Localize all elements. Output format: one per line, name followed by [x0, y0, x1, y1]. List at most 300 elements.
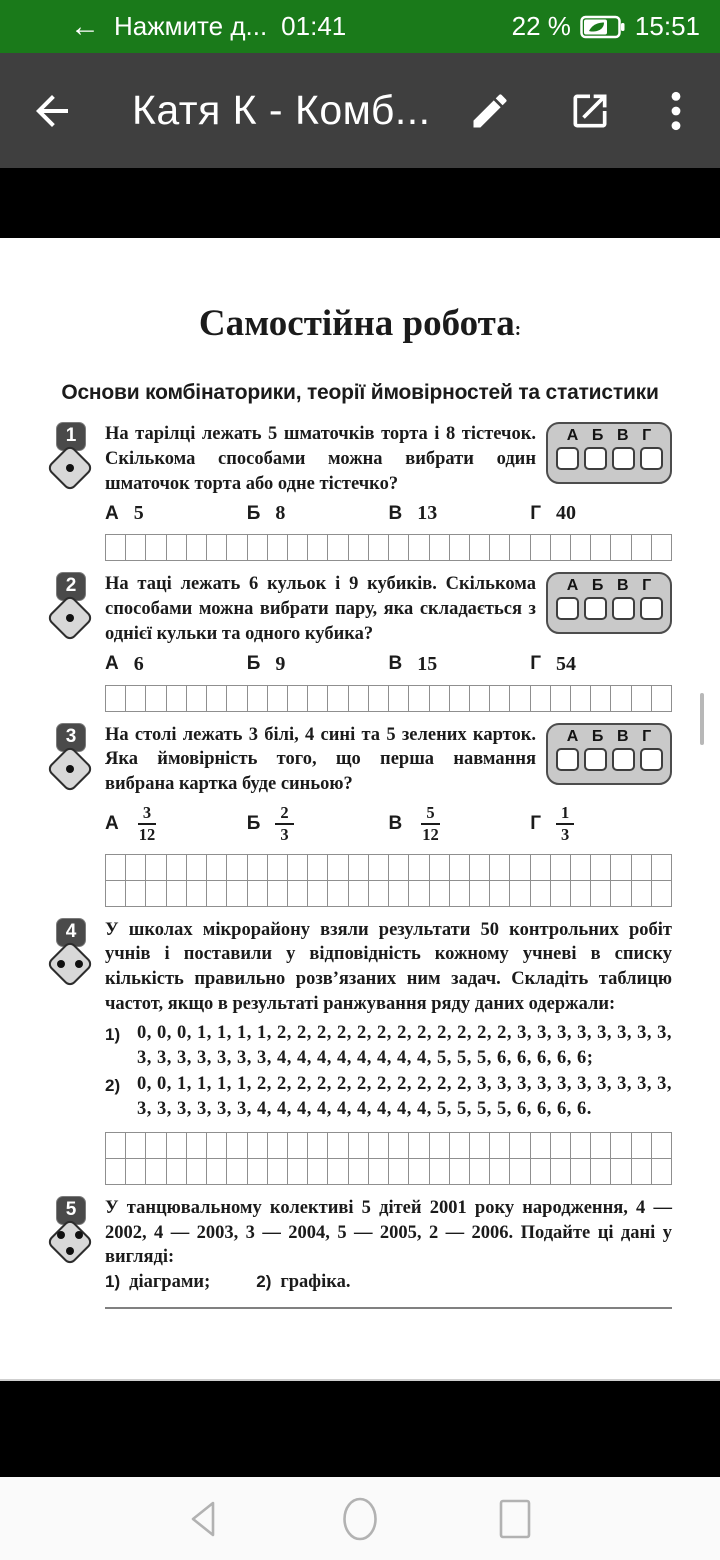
- answer-grid-cell: [348, 1132, 369, 1159]
- answer-grid-cell: [145, 854, 166, 881]
- answer-panel-box: [556, 447, 579, 470]
- answer-grid-cell: [449, 1132, 470, 1159]
- answer-grid-cell: [570, 1132, 591, 1159]
- choice-option: [530, 653, 672, 676]
- problem-number-badge: 5: [56, 1196, 86, 1225]
- divider-line: [105, 1307, 672, 1309]
- choice-label: В: [388, 653, 403, 675]
- choice-label: В: [388, 812, 403, 834]
- answer-grid-cell: [307, 854, 328, 881]
- answer-grid-cell: [145, 880, 166, 907]
- answer-grid: [105, 854, 672, 907]
- answer-grid-cell: [145, 1132, 166, 1159]
- answer-grid-cell: [186, 534, 207, 561]
- answer-grid-cell: [327, 1158, 348, 1185]
- status-bar: [0, 0, 720, 53]
- data-line: [105, 1021, 672, 1072]
- answer-grid-cell: [105, 1132, 126, 1159]
- problem-icons: [44, 723, 105, 907]
- answer-grid-cell: [247, 685, 268, 712]
- problem-icons: [44, 918, 105, 1185]
- answer-grid-cell: [186, 685, 207, 712]
- answer-grid-cell: [509, 1158, 530, 1185]
- page-subtitle: Основи комбінаторики, теорії ймовірностей та статистики: [61, 381, 659, 404]
- data-line-label: 2): [105, 1075, 121, 1095]
- answer-grid-cell: [530, 1132, 551, 1159]
- answer-grid-cell: [388, 685, 409, 712]
- answer-panel-box: [640, 447, 663, 470]
- answer-panel-letter: А: [566, 727, 579, 745]
- answer-grid-cell: [489, 1132, 510, 1159]
- problem-icons: [44, 1196, 105, 1309]
- choice-option: [389, 653, 531, 676]
- answer-grid-cell: [125, 534, 146, 561]
- answer-grid-cell: [105, 1158, 126, 1185]
- answer-grid-cell: [105, 685, 126, 712]
- answer-grid-cell: [590, 1158, 611, 1185]
- answer-grid-cell: [226, 854, 247, 881]
- choice-fraction: $\frac{5}{12}$: [422, 803, 439, 844]
- answer-grid-cell: [570, 854, 591, 881]
- answer-grid-cell: [166, 685, 187, 712]
- answer-grid-cell: [631, 1158, 652, 1185]
- dice-icon: [44, 938, 96, 990]
- answer-panel-boxes: [548, 748, 670, 771]
- problem: [44, 918, 672, 1185]
- answer-panel-box: [584, 597, 607, 620]
- answer-grid-cell: [388, 854, 409, 881]
- answer-grid-cell: [307, 1132, 328, 1159]
- choice-label: Б: [246, 812, 261, 834]
- answer-grid-cell: [408, 880, 429, 907]
- answer-grid-cell: [368, 685, 389, 712]
- answer-grid-cell: [429, 880, 450, 907]
- answer-grid-cell: [631, 1132, 652, 1159]
- answer-grid-cell: [408, 1132, 429, 1159]
- answer-grid-cell: [125, 1132, 146, 1159]
- answer-grid-cell: [429, 854, 450, 881]
- answer-grid-cell: [408, 685, 429, 712]
- answer-grid-cell: [590, 1132, 611, 1159]
- answer-panel-box: [612, 447, 635, 470]
- choice-label: А: [105, 812, 119, 834]
- answer-grid-cell: [550, 534, 571, 561]
- answer-grid-row: [105, 1158, 672, 1185]
- answer-grid: [105, 685, 672, 712]
- answer-grid-cell: [287, 1158, 308, 1185]
- answer-grid-cell: [145, 685, 166, 712]
- answer-grid-cell: [388, 1158, 409, 1185]
- answer-grid-cell: [247, 1132, 268, 1159]
- answer-grid-cell: [449, 1158, 470, 1185]
- problem-icons: [44, 572, 105, 711]
- answer-grid-cell: [307, 1158, 328, 1185]
- answer-grid-cell: [186, 854, 207, 881]
- data-lines: [105, 1021, 672, 1123]
- choice-option: [247, 653, 389, 676]
- answer-panel: [546, 572, 672, 634]
- choice-option: [389, 502, 531, 525]
- answer-grid-cell: [307, 880, 328, 907]
- choice-label: Б: [246, 653, 261, 675]
- dice-dot: [66, 1247, 74, 1255]
- answer-grid-cell: [489, 1158, 510, 1185]
- answer-grid-cell: [570, 685, 591, 712]
- choice-fraction: $\frac{3}{12}$: [138, 803, 156, 844]
- answer-grid-cell: [610, 1158, 631, 1185]
- answer-grid-cell: [530, 534, 551, 561]
- answer-grid-cell: [348, 880, 369, 907]
- answer-panel-box: [556, 748, 579, 771]
- answer-panel: [546, 723, 672, 785]
- answer-grid-row: [105, 1132, 672, 1159]
- answer-grid-cell: [105, 854, 126, 881]
- answer-grid-cell: [429, 1158, 450, 1185]
- answer-grid-cell: [610, 1132, 631, 1159]
- answer-panel-header: [548, 728, 670, 746]
- answer-grid-cell: [590, 880, 611, 907]
- choice-label: Г: [530, 502, 542, 524]
- answer-grid-cell: [287, 880, 308, 907]
- answer-grid-cell: [368, 1158, 389, 1185]
- answer-grid-cell: [166, 1158, 187, 1185]
- answer-grid-cell: [449, 880, 470, 907]
- answer-panel-header: [548, 577, 670, 595]
- answer-grid-cell: [388, 534, 409, 561]
- choice-label: А: [105, 653, 119, 675]
- answer-grid-cell: [408, 1158, 429, 1185]
- answer-grid-cell: [247, 854, 268, 881]
- answer-grid-cell: [287, 854, 308, 881]
- answer-grid-cell: [550, 1158, 571, 1185]
- problem-text: На тарілці лежать 5 шматочків торта і 8 тістечок. Скількома способами можна вибрати один шматочок торта або одне тістечко?: [105, 424, 536, 494]
- answer-grid-cell: [651, 1132, 672, 1159]
- data-line-values: 0, 0, 0, 1, 1, 1, 1, 2, 2, 2, 2, 2, 2, 2, 2, 2, 2, 2, 2, 3, 3, 3, 3, 3, 3, 3, 3, 3, 3, 3, 3, 3, 3, 3, 4, 4, 4, 4, 4, 4, 4, 4, 5, 5, 5, 6, 6, 6, 6, 6;: [137, 1022, 672, 1069]
- answer-panel-letter: Г: [642, 727, 652, 745]
- choice-value: 15: [417, 652, 438, 675]
- answer-panel-box: [584, 748, 607, 771]
- answer-panel-letter: А: [566, 577, 579, 595]
- answer-panel-boxes: [548, 597, 670, 620]
- nav-back-button[interactable]: [182, 1496, 228, 1542]
- answer-grid-cell: [388, 1132, 409, 1159]
- choice-label: Г: [530, 653, 542, 675]
- answer-grid-cell: [348, 1158, 369, 1185]
- answer-grid-cell: [166, 1132, 187, 1159]
- answer-panel-letter: Г: [642, 577, 652, 595]
- answer-grid-cell: [368, 880, 389, 907]
- answer-grid-cell: [206, 534, 227, 561]
- open-in-new-button[interactable]: [568, 89, 612, 133]
- answer-grid-cell: [267, 685, 288, 712]
- answer-grid-cell: [287, 534, 308, 561]
- answer-grid-cell: [166, 854, 187, 881]
- answer-grid-cell: [631, 854, 652, 881]
- answer-grid-cell: [226, 1132, 247, 1159]
- answer-grid-cell: [530, 1158, 551, 1185]
- answer-grid-cell: [206, 854, 227, 881]
- answer-grid-cell: [570, 880, 591, 907]
- document-title-text: Катя К - Комб...: [132, 87, 431, 133]
- answer-grid-cell: [570, 1158, 591, 1185]
- dice-dot: [66, 765, 74, 773]
- problem-text: На таці лежать 6 кульок і 9 кубиків. Скількома способами можна вибрати пару, яка складається з однієї кульки та одного кубика?: [105, 574, 536, 644]
- document-page[interactable]: [0, 238, 720, 1381]
- answer-grid-cell: [186, 880, 207, 907]
- answer-grid-cell: [469, 1132, 490, 1159]
- answer-grid-cell: [348, 534, 369, 561]
- answer-grid-cell: [206, 1158, 227, 1185]
- answer-grid-cell: [489, 854, 510, 881]
- sub-item-label: 1): [105, 1272, 121, 1292]
- answer-grid-cell: [247, 880, 268, 907]
- answer-grid-cell: [408, 854, 429, 881]
- answer-grid-cell: [530, 854, 551, 881]
- answer-grid-cell: [307, 534, 328, 561]
- answer-grid-row: [105, 534, 672, 561]
- answer-grid-cell: [509, 880, 530, 907]
- choices-row: [105, 502, 672, 525]
- answer-grid-cell: [368, 534, 389, 561]
- problem: [44, 422, 672, 561]
- choice-option: [105, 803, 247, 845]
- choices-row: [105, 653, 672, 676]
- answer-grid-cell: [145, 1158, 166, 1185]
- answer-grid-cell: [449, 534, 470, 561]
- answer-grid-cell: [125, 854, 146, 881]
- answer-grid-cell: [186, 1158, 207, 1185]
- answer-grid-cell: [509, 534, 530, 561]
- answer-grid-cell: [105, 880, 126, 907]
- answer-grid-cell: [186, 1132, 207, 1159]
- app-toolbar: [0, 53, 720, 168]
- answer-panel-box: [612, 597, 635, 620]
- answer-panel-box: [612, 748, 635, 771]
- choice-option: [105, 653, 247, 676]
- scrollbar-thumb[interactable]: [700, 693, 704, 745]
- overflow-menu-button[interactable]: [668, 89, 684, 133]
- answer-grid-cell: [247, 1158, 268, 1185]
- answer-grid: [105, 1132, 672, 1185]
- answer-panel-letter: Г: [642, 427, 652, 444]
- answer-grid-cell: [226, 1158, 247, 1185]
- answer-grid-cell: [206, 685, 227, 712]
- answer-grid-cell: [368, 854, 389, 881]
- answer-grid-cell: [206, 880, 227, 907]
- answer-grid-cell: [206, 1132, 227, 1159]
- answer-grid-cell: [267, 1132, 288, 1159]
- nav-home-button[interactable]: [337, 1496, 383, 1542]
- answer-grid-cell: [125, 880, 146, 907]
- answer-grid-cell: [631, 685, 652, 712]
- answer-grid-cell: [469, 1158, 490, 1185]
- answer-grid-cell: [550, 854, 571, 881]
- answer-grid-cell: [651, 880, 672, 907]
- dice-dot: [75, 960, 83, 968]
- choice-option: [389, 803, 531, 845]
- answer-grid-cell: [631, 534, 652, 561]
- answer-panel: [546, 422, 672, 484]
- problem: [44, 723, 672, 907]
- answer-grid-cell: [226, 880, 247, 907]
- choice-fraction: $\frac{1}{3}$: [556, 803, 574, 845]
- answer-grid-cell: [469, 854, 490, 881]
- answer-panel-box: [584, 447, 607, 470]
- data-line-values: 0, 0, 1, 1, 1, 1, 2, 2, 2, 2, 2, 2, 2, 2, 2, 2, 2, 3, 3, 3, 3, 3, 3, 3, 3, 3, 3, 3, 3, 3, 3, 3, 3, 4, 4, 4, 4, 4, 4, 4, 4, 4, 5, 5, 5, 5, 6, 6, 6, 6.: [137, 1073, 672, 1120]
- answer-grid-cell: [327, 854, 348, 881]
- choice-value: 6: [133, 652, 144, 675]
- answer-grid-cell: [429, 1132, 450, 1159]
- dice-icon: [44, 1216, 96, 1268]
- page-title: Самостійна робота:: [198, 303, 522, 344]
- nav-recents-button[interactable]: [492, 1496, 538, 1542]
- answer-panel-letter: А: [566, 427, 579, 444]
- status-notification-text: Нажмите д...: [114, 11, 268, 41]
- answer-grid-cell: [145, 534, 166, 561]
- choice-value: 13: [417, 502, 438, 525]
- answer-grid-cell: [226, 685, 247, 712]
- choice-label: В: [388, 502, 403, 524]
- answer-grid: [105, 534, 672, 561]
- data-line: [105, 1072, 672, 1123]
- choice-value: 5: [133, 502, 144, 525]
- answer-grid-cell: [509, 1132, 530, 1159]
- dice-icon: [44, 592, 96, 644]
- answer-grid-cell: [550, 685, 571, 712]
- answer-panel-letter: Б: [591, 727, 604, 745]
- answer-grid-cell: [307, 685, 328, 712]
- answer-grid-cell: [469, 685, 490, 712]
- status-timer: 01:41: [281, 11, 347, 41]
- answer-panel-letter: Б: [591, 427, 604, 444]
- problem-number-badge: 1: [56, 422, 86, 451]
- dice-dot: [75, 1231, 83, 1239]
- answer-grid-cell: [388, 880, 409, 907]
- battery-leaf-icon: [580, 14, 626, 40]
- choice-label: Г: [530, 812, 542, 834]
- answer-panel-letter: В: [616, 727, 629, 745]
- answer-grid-cell: [509, 854, 530, 881]
- choice-option: [247, 502, 389, 525]
- problem-number-badge: 3: [56, 723, 86, 752]
- answer-grid-cell: [489, 534, 510, 561]
- answer-grid-cell: [125, 685, 146, 712]
- problem: [44, 572, 672, 711]
- sub-item: 1) діаграми;: [105, 1272, 211, 1293]
- answer-grid-cell: [247, 534, 268, 561]
- answer-grid-cell: [125, 1158, 146, 1185]
- answer-panel-letter: В: [616, 427, 629, 444]
- answer-grid-cell: [550, 1132, 571, 1159]
- answer-grid-cell: [267, 854, 288, 881]
- answer-grid-cell: [610, 685, 631, 712]
- choice-option: [530, 502, 672, 525]
- choice-option: [247, 803, 389, 845]
- dice-icon: [44, 442, 96, 494]
- answer-grid-cell: [166, 534, 187, 561]
- answer-grid-cell: [327, 880, 348, 907]
- problem-number-badge: 4: [56, 918, 86, 947]
- sub-item-label: 2): [256, 1272, 272, 1292]
- answer-panel-header: [548, 427, 670, 445]
- answer-grid-cell: [530, 685, 551, 712]
- dice-icon: [44, 743, 96, 795]
- answer-grid-cell: [489, 685, 510, 712]
- answer-grid-cell: [610, 854, 631, 881]
- choice-label: А: [105, 502, 119, 524]
- dice-dot: [57, 1231, 65, 1239]
- answer-panel-boxes: [548, 447, 670, 470]
- answer-panel-letter: Б: [591, 577, 604, 595]
- dice-dot: [57, 960, 65, 968]
- status-clock: 15:51: [634, 11, 700, 41]
- back-button[interactable]: [28, 87, 76, 135]
- choice-value: 9: [275, 652, 286, 675]
- answer-grid-cell: [408, 534, 429, 561]
- choice-fraction: $\frac{2}{3}$: [275, 803, 293, 845]
- choice-option: [105, 502, 247, 525]
- sub-item: 2) графіка.: [256, 1272, 351, 1293]
- answer-grid-cell: [449, 854, 470, 881]
- answer-grid-cell: [610, 534, 631, 561]
- problem-icons: [44, 422, 105, 561]
- answer-grid-cell: [590, 534, 611, 561]
- answer-grid-cell: [651, 685, 672, 712]
- choice-label: Б: [246, 502, 261, 524]
- answer-grid-cell: [449, 685, 470, 712]
- answer-panel-letter: В: [616, 577, 629, 595]
- answer-panel-box: [640, 748, 663, 771]
- answer-grid-cell: [651, 534, 672, 561]
- answer-grid-cell: [348, 685, 369, 712]
- answer-grid-cell: [429, 534, 450, 561]
- choices-row: [105, 803, 672, 845]
- answer-grid-cell: [530, 880, 551, 907]
- answer-grid-cell: [489, 880, 510, 907]
- problem: [44, 1196, 672, 1309]
- choice-value: 54: [556, 652, 577, 675]
- problem-number-badge: 2: [56, 572, 86, 601]
- answer-grid-row: [105, 685, 672, 712]
- answer-grid-cell: [651, 854, 672, 881]
- answer-grid-cell: [509, 685, 530, 712]
- status-notification[interactable]: [20, 11, 346, 42]
- answer-grid-cell: [469, 880, 490, 907]
- problem-text: У танцювальному колективі 5 дітей 2001 року народження, 4 — 2002, 4 — 2003, 3 — 2004, 5 — 2005, 2 — 2006. Подайте ці дані у вигляді:: [105, 1197, 672, 1268]
- title-colon: :: [514, 319, 522, 340]
- answer-grid-row: [105, 854, 672, 881]
- answer-grid-cell: [287, 1132, 308, 1159]
- answer-grid-cell: [105, 534, 126, 561]
- status-back-arrow-icon: ←: [70, 9, 100, 43]
- answer-panel-box: [640, 597, 663, 620]
- choice-option: [530, 803, 672, 845]
- letterbox-bottom: [0, 1381, 720, 1477]
- choice-value: 8: [275, 502, 286, 525]
- answer-grid-cell: [651, 1158, 672, 1185]
- answer-grid-cell: [327, 534, 348, 561]
- answer-grid-cell: [267, 534, 288, 561]
- answer-grid-cell: [327, 685, 348, 712]
- answer-grid-cell: [631, 880, 652, 907]
- letterbox-top: [0, 168, 720, 238]
- answer-grid-cell: [429, 685, 450, 712]
- answer-panel-box: [556, 597, 579, 620]
- dice-dot: [66, 464, 74, 472]
- battery-percent: 22 %: [511, 11, 571, 41]
- answer-grid-cell: [348, 854, 369, 881]
- edit-pencil-button[interactable]: [468, 89, 512, 133]
